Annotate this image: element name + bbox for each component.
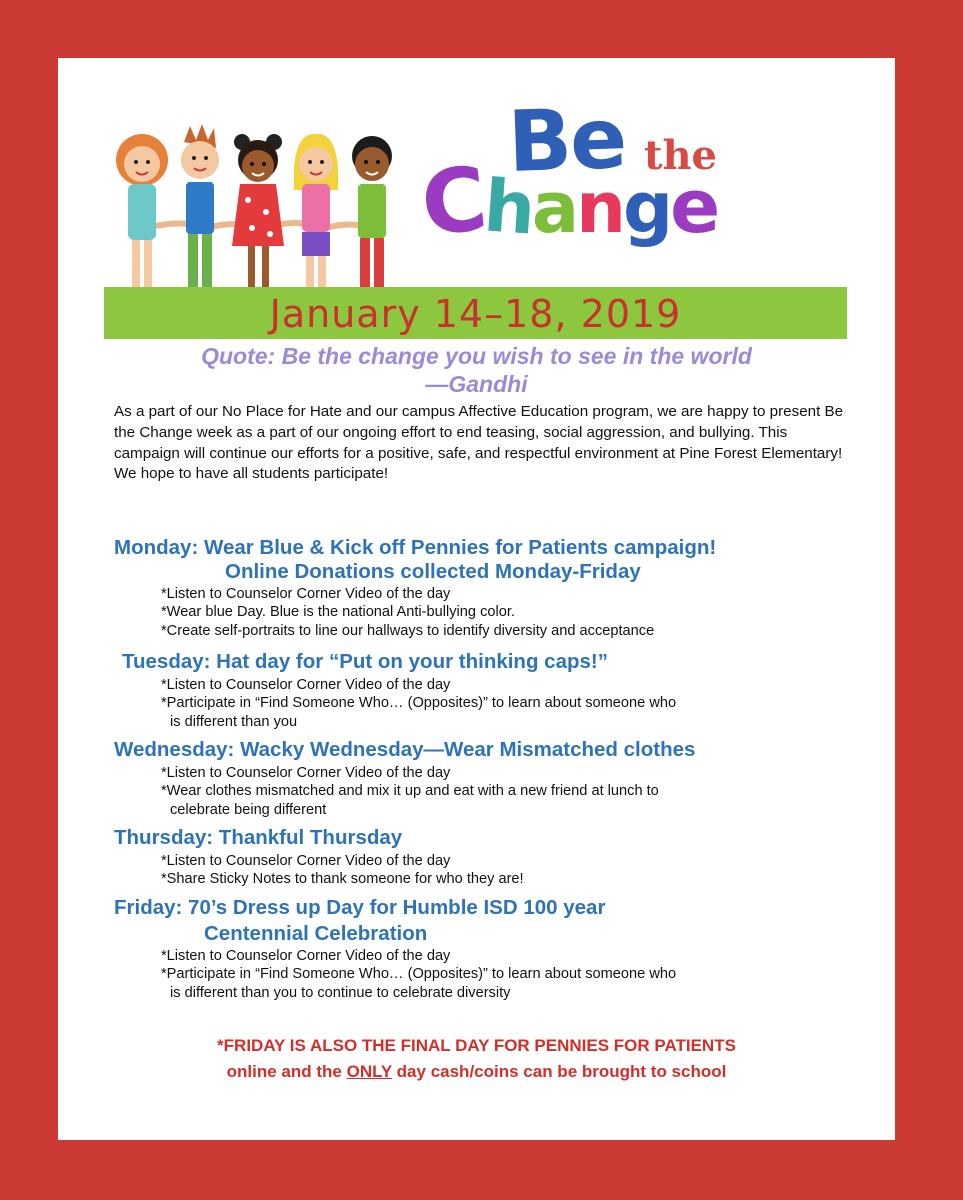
list-item: is different than you to continue to celebrate diversity: [170, 984, 511, 1001]
header-artwork: [58, 58, 895, 298]
logo-change-letter: h: [480, 163, 535, 251]
list-item: is different than you: [170, 713, 298, 730]
notice-line-2: [58, 1059, 895, 1085]
list-item: celebrate being different: [170, 801, 327, 818]
list-item: *Listen to Counselor Corner Video of the day: [161, 586, 451, 602]
logo-change-letter: n: [576, 167, 623, 249]
thursday-list: [161, 852, 851, 889]
wednesday-list: [161, 764, 851, 819]
list-item: *Share Sticky Notes to thank someone for who they are!: [161, 871, 524, 888]
quote: [58, 342, 895, 398]
logo-the-text: the: [644, 132, 718, 179]
wednesday-heading: Wednesday: Wacky Wednesday—Wear Mismatched clothes: [114, 738, 696, 761]
notice-text: day cash/coins can be brought to school: [391, 1062, 727, 1081]
flyer-page: [58, 58, 895, 1140]
logo-change-letter: C: [416, 147, 489, 256]
monday-list: [161, 585, 851, 640]
list-item: *Participate in “Find Someone Who… (Opposites)” to learn about someone who: [161, 695, 677, 712]
tuesday-list: [161, 676, 851, 731]
logo-change-letter: a: [531, 167, 577, 249]
monday-heading: Monday: Wear Blue & Kick off Pennies for Patients campaign!: [114, 536, 717, 559]
quote-text: Quote: Be the change you wish to see in the world: [201, 343, 752, 369]
pennies-notice: [58, 1033, 895, 1085]
friday-subheading: Centennial Celebration: [204, 922, 428, 945]
date-banner: [104, 287, 847, 339]
friday-heading: Friday: 70’s Dress up Day for Humble ISD 100 year: [114, 896, 606, 919]
logo-be-text: Be: [506, 88, 627, 192]
notice-text: online and the: [226, 1062, 347, 1081]
monday-subheading: Online Donations collected Monday-Friday: [225, 560, 641, 583]
quote-author: —Gandhi: [425, 371, 528, 397]
list-item: *Listen to Counselor Corner Video of the day: [161, 677, 451, 693]
list-item: *Create self-portraits to line our hallways to identify diversity and acceptance: [161, 622, 655, 639]
list-item: *Wear blue Day. Blue is the national Anti-bullying color.: [161, 604, 515, 621]
list-item: *Listen to Counselor Corner Video of the day: [161, 765, 451, 781]
list-item: *Listen to Counselor Corner Video of the day: [161, 853, 451, 869]
list-item: *Listen to Counselor Corner Video of the day: [161, 948, 451, 964]
notice-emphasis: ONLY: [346, 1062, 392, 1081]
date-text: January 14–18, 2019: [269, 292, 682, 336]
list-item: *Wear clothes mismatched and mix it up and eat with a new friend at lunch to: [161, 783, 659, 800]
thursday-heading: Thursday: Thankful Thursday: [114, 826, 403, 849]
logo-change-letter: e: [670, 164, 718, 250]
list-item: *Participate in “Find Someone Who… (Opposites)” to learn about someone who: [161, 966, 677, 983]
friday-list: [161, 947, 851, 1002]
logo-change-letter: g: [622, 167, 671, 249]
intro-paragraph: As a part of our No Place for Hate and our campus Affective Education program, we are happy to present Be the Change week as a part of our ongoing effort to end teasing, social aggression, and bullying. This campaign will continue our efforts for a positive, safe, and respectful environment at Pine Forest Elementary! We hope to have all students participate!: [114, 403, 844, 483]
notice-line-1: *FRIDAY IS ALSO THE FINAL DAY FOR PENNIES FOR PATIENTS: [217, 1036, 736, 1055]
tuesday-heading: Tuesday: Hat day for “Put on your thinking caps!”: [122, 650, 608, 673]
